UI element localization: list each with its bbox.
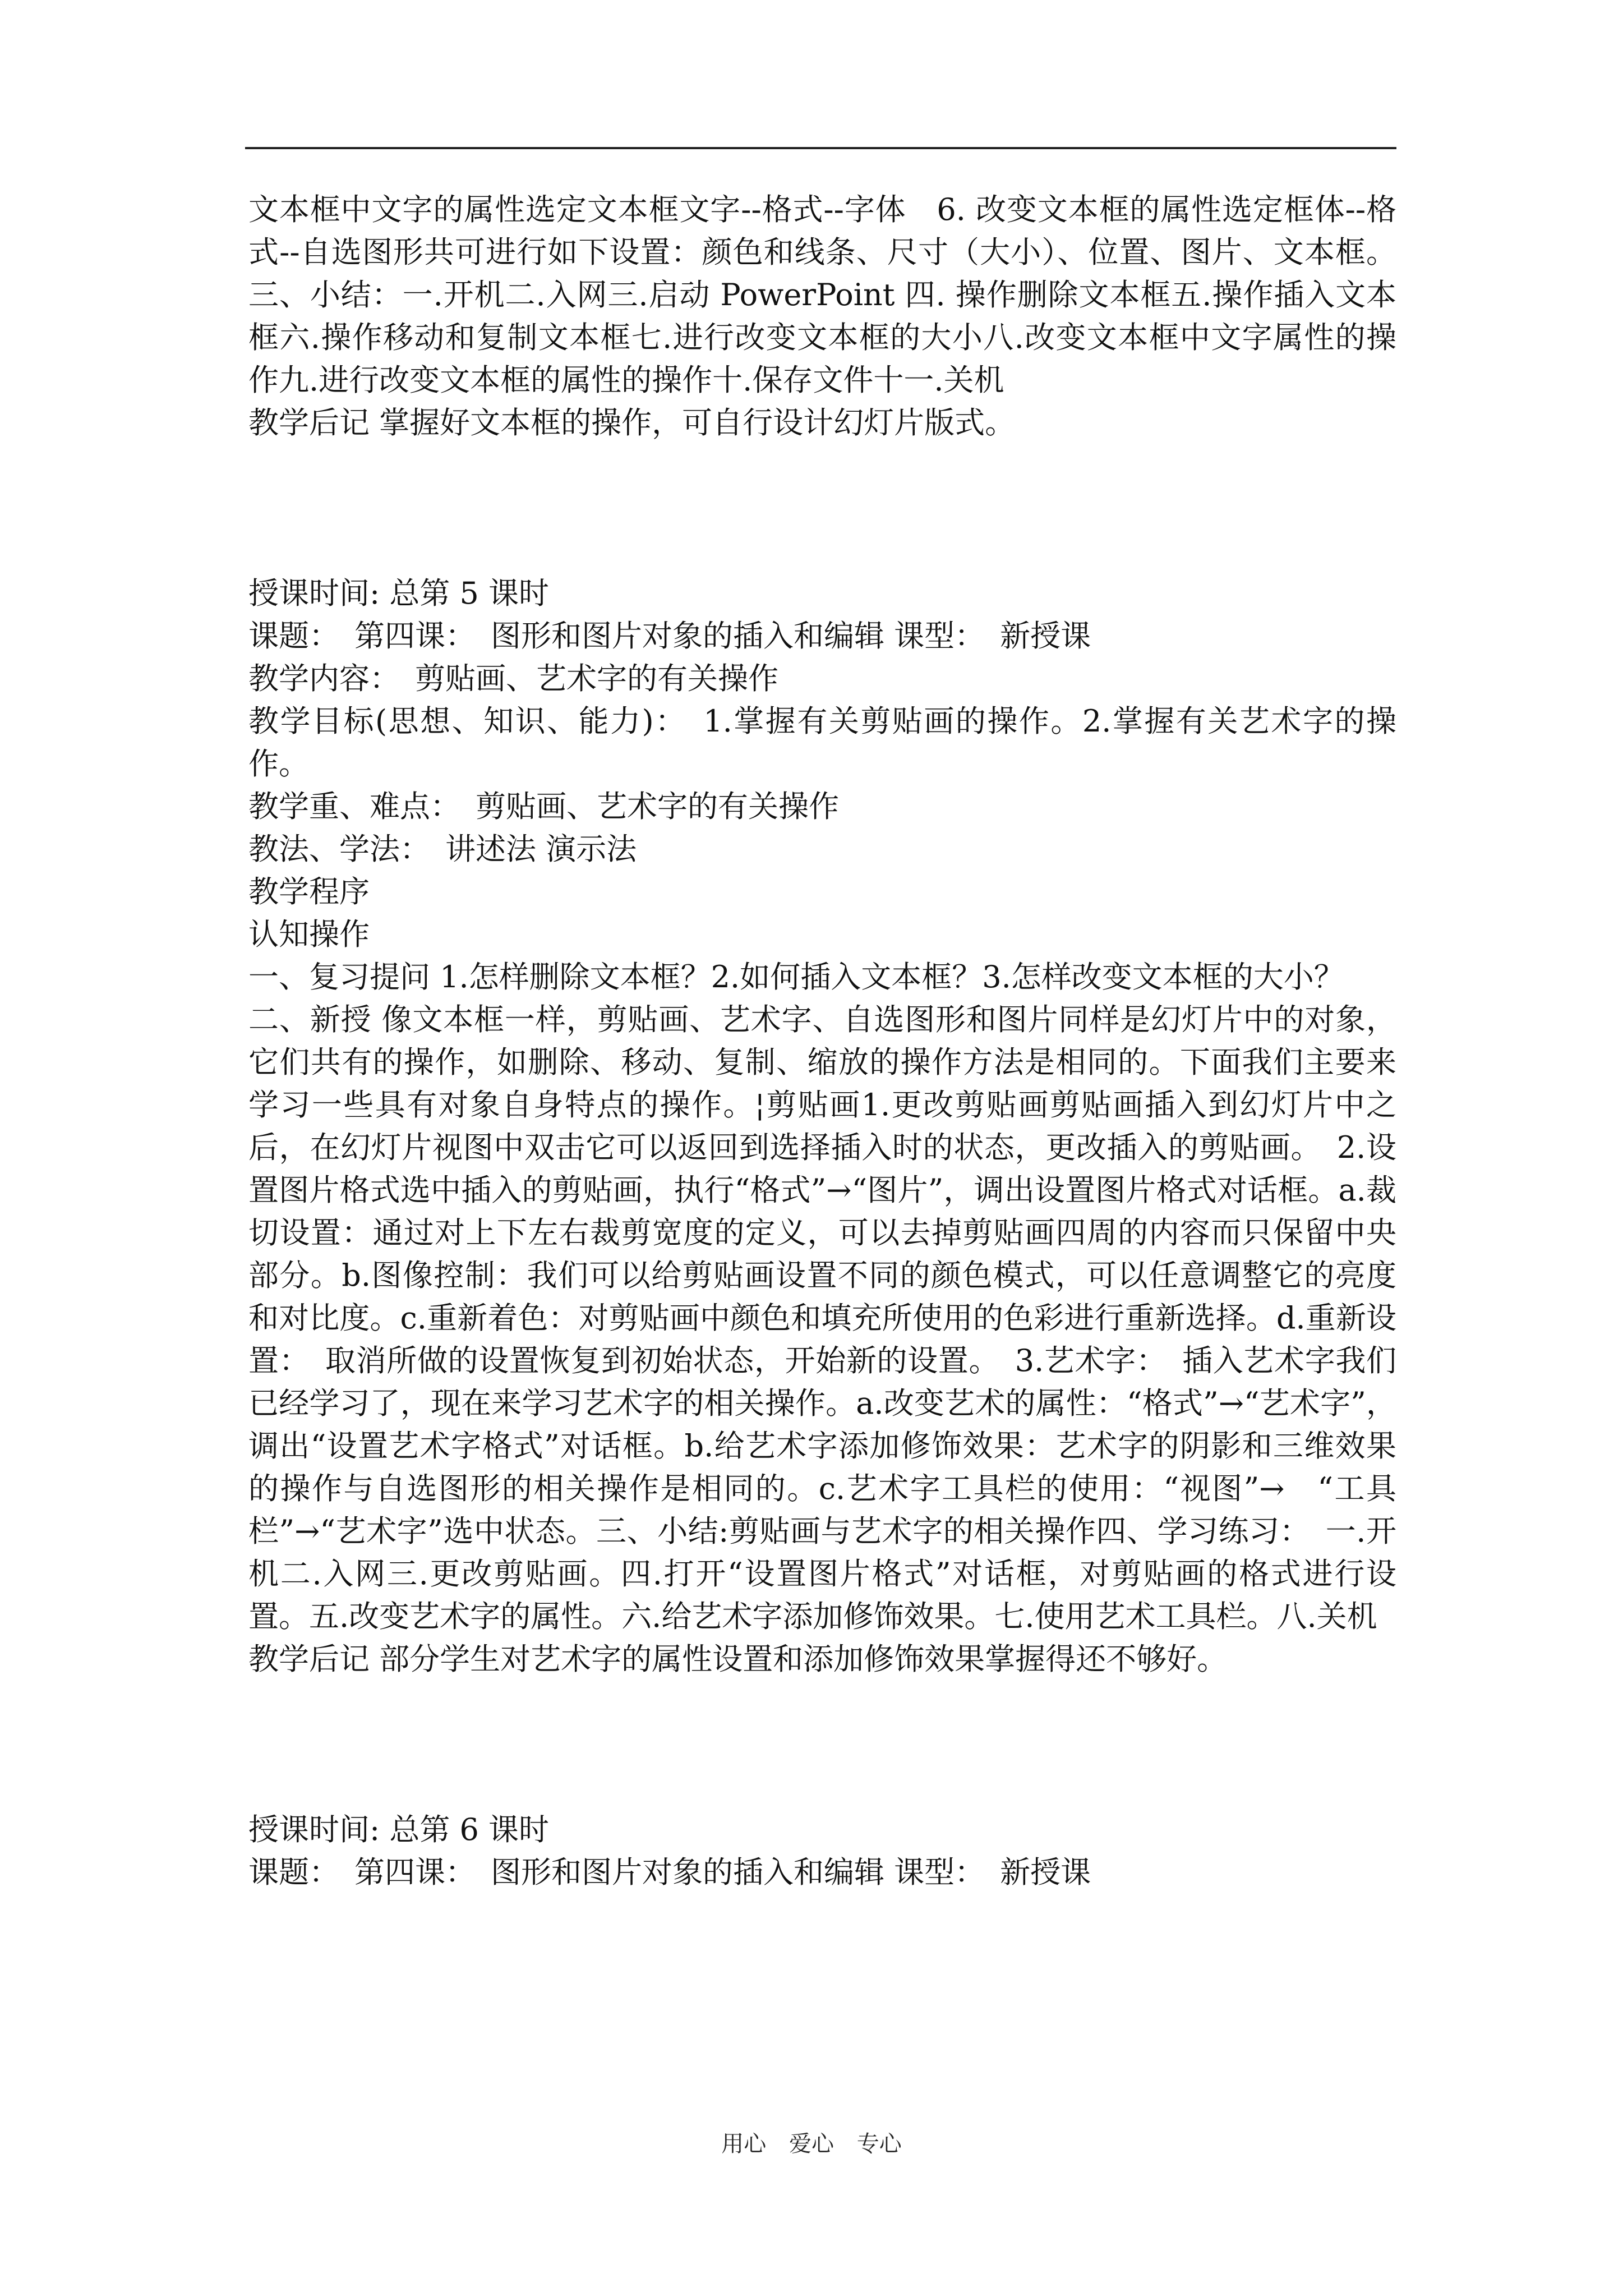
footer-text-1: 用心 <box>721 2131 767 2157</box>
section-gap <box>248 444 1396 572</box>
lesson5-goals: 教学目标(思想、知识、能力)： 1.掌握有关剪贴画的操作。2.掌握有关艺术字的操作。 <box>248 703 1396 781</box>
lesson5-new-lesson: 二、新授 像文本框一样，剪贴画、艺术字、自选图形和图片同样是幻灯片中的对象，它们共有的操作，如删除、移动、复制、缩放的操作方法是相同的。下面我们主要来学习一些具有对象自身特点的操作。¦剪贴画1.更改剪贴画剪贴画插入到幻灯片中之后，在幻灯片视图中双击它可以返回到选择插入时的状态，更改插入的剪贴画。 2.设置图片格式选中插入的剪贴画，执行“格式”→“图片”，调出设置图片格式对话框。a.裁切设置：通过对上下左右裁剪宽度的定义，可以去掉剪贴画四周的内容而只保留中央部分。b.图像控制：我们可以给剪贴画设置不同的颜色模式，可以任意调整它的亮度和对比度。c.重新着色：对剪贴画中颜色和填充所使用的色彩进行重新选择。d.重新设置： 取消所做的设置恢复到初始状态，开始新的设置。 3.艺术字： 插入艺术字我们已经学习了，现在来学习艺术字的相关操作。a.改变艺术的属性：“格式”→“艺术字”，调出“设置艺术字格式”对话框。b.给艺术字添加修饰效果：艺术字的阴影和三维效果的操作与自选图形的相关操作是相同的。c.艺术字工具栏的使用：“视图”→ “工具栏”→“艺术字”选中状态。三、小结:剪贴画与艺术字的相关操作四、学习练习： 一.开机二.入网三.更改剪贴画。四.打开“设置图片格式”对话框，对剪贴画的格式进行设置。五.改变艺术字的属性。六.给艺术字添加修饰效果。七.使用艺术工具栏。八.关机 <box>248 1002 1396 1634</box>
lesson5-afterword: 教学后记 部分学生对艺术字的属性设置和添加修饰效果掌握得还不够好。 <box>248 1641 1228 1677</box>
lesson6-time: 授课时间: 总第 6 课时 <box>248 1812 550 1847</box>
footer-text-2: 爱心 <box>789 2131 834 2157</box>
section-gap <box>248 1681 1396 1809</box>
lesson5-time: 授课时间: 总第 5 课时 <box>248 576 550 611</box>
lesson5-procedure: 教学程序 <box>248 874 370 909</box>
block1-afterword: 教学后记 掌握好文本框的操作，可自行设计幻灯片版式。 <box>248 405 1016 440</box>
lesson5-keypoints: 教学重、难点： 剪贴画、艺术字的有关操作 <box>248 789 839 824</box>
lesson5-methods: 教法、学法： 讲述法 演示法 <box>248 831 637 867</box>
page-footer <box>0 2128 1623 2160</box>
block1-summary: 文本框中文字的属性选定文本框文字--格式--字体 6. 改变文本框的属性选定框体--格式--自选图形共可进行如下设置：颜色和线条、尺寸（大小）、位置、图片、文本框。三、小结：一.开机二.入网三.启动 PowerPoint 四. 操作删除文本框五.操作插入文本框六.操作移动和复制文本框七.进行改变文本框的大小八.改变文本框中文字属性的操作九.进行改变文本框的属性的操作十.保存文件十一.关机 <box>248 192 1396 398</box>
lesson5-content: 教学内容： 剪贴画、艺术字的有关操作 <box>248 661 778 696</box>
lesson5-cognition: 认知操作 <box>248 917 370 952</box>
document-body <box>248 188 1396 1894</box>
header-rule <box>245 147 1396 149</box>
footer-text-3: 专心 <box>856 2131 902 2157</box>
lesson5-review: 一、复习提问 1.怎样删除文本框？2.如何插入文本框？3.怎样改变文本框的大小？ <box>248 959 1344 995</box>
lesson6-topic: 课题： 第四课： 图形和图片对象的插入和编辑 课型： 新授课 <box>248 1855 1091 1890</box>
lesson5-topic: 课题： 第四课： 图形和图片对象的插入和编辑 课型： 新授课 <box>248 618 1091 654</box>
